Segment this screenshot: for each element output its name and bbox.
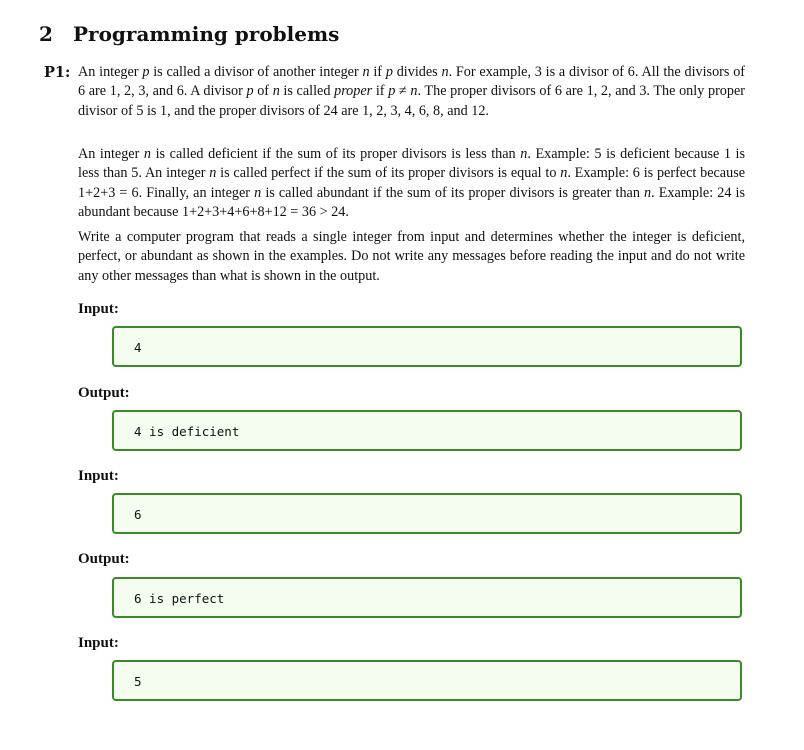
math-variable: p bbox=[385, 64, 393, 80]
problem-paragraph-divisors bbox=[78, 63, 745, 121]
text-run: if bbox=[372, 83, 389, 100]
problem-label: P1: bbox=[44, 64, 71, 81]
section-heading bbox=[39, 22, 339, 46]
math-variable: n bbox=[272, 83, 280, 100]
example-code: 4 bbox=[134, 340, 142, 355]
example-box bbox=[112, 660, 742, 701]
text-run: of bbox=[253, 83, 273, 100]
text-run: divides bbox=[392, 64, 442, 80]
example-code: 6 is perfect bbox=[134, 591, 225, 606]
example-box bbox=[112, 577, 742, 618]
text-run: . Example: 24 is abundant because 1+2+3+4+6+8+12 = 36 > 24. bbox=[78, 184, 745, 220]
math-variable: n bbox=[362, 64, 370, 80]
text-run: . Example: 6 is perfect because 1+2+3 = 6. Finally, an integer bbox=[78, 165, 746, 201]
example-box bbox=[112, 410, 742, 451]
math-variable: n bbox=[644, 184, 652, 201]
text-run: . For example, 3 is a divisor of 6. All the divisors of 6 are 1, 2, 3, and 6. A divisor bbox=[78, 64, 746, 100]
math-variable: p bbox=[388, 83, 396, 100]
text-run: is called bbox=[279, 83, 335, 100]
example-label: Input: bbox=[78, 635, 119, 651]
problem-paragraph-definitions bbox=[78, 145, 745, 222]
math-variable: n bbox=[560, 165, 568, 182]
text-run: is called abundant if the sum of its proper divisors is greater than bbox=[261, 184, 645, 201]
example-label: Input: bbox=[78, 301, 119, 317]
math-variable: n bbox=[520, 146, 528, 162]
math-variable: n bbox=[254, 184, 262, 201]
math-variable: p bbox=[246, 83, 254, 100]
section-number: 2 bbox=[39, 22, 53, 46]
example-box bbox=[112, 493, 742, 534]
text-run: . The proper divisors of 6 are 1, 2, and 3. The only proper divisor of 5 is 1, and the proper divisors of 24 are 1, 2, 3, 4, 6, 8, and 12. bbox=[78, 83, 745, 119]
math-variable: n bbox=[410, 83, 418, 100]
math-variable: n bbox=[209, 165, 217, 182]
example-label: Output: bbox=[78, 551, 130, 567]
text-run: is called deficient if the sum of its proper divisors is less than bbox=[151, 146, 521, 162]
text-run: is called perfect if the sum of its proper divisors is equal to bbox=[216, 165, 561, 182]
text-run: An integer bbox=[78, 146, 144, 162]
example-label: Output: bbox=[78, 385, 130, 401]
example-code: 5 bbox=[134, 674, 142, 689]
section-title: Programming problems bbox=[73, 22, 340, 46]
example-code: 6 bbox=[134, 507, 142, 522]
example-box bbox=[112, 326, 742, 367]
math-variable: proper bbox=[334, 83, 373, 100]
example-code: 4 is deficient bbox=[134, 424, 240, 439]
math-variable: n bbox=[143, 146, 152, 162]
text-run: An integer bbox=[78, 64, 143, 80]
math-variable: n bbox=[441, 64, 449, 80]
text-run: if bbox=[369, 64, 386, 80]
example-label: Input: bbox=[78, 468, 119, 484]
problem-paragraph-task: Write a computer program that reads a single integer from input and determines whether the integer is deficient, perfect, or abundant as shown in the examples. Do not write any messages before reading the input and do not write any other messages than what is shown in the output. bbox=[78, 229, 745, 284]
text-run: ≠ bbox=[395, 83, 411, 100]
text-run: . Example: 5 is deficient because 1 is less than 5. An integer bbox=[78, 146, 746, 182]
text-run: is called a divisor of another integer bbox=[149, 64, 363, 80]
math-variable: p bbox=[142, 64, 150, 80]
